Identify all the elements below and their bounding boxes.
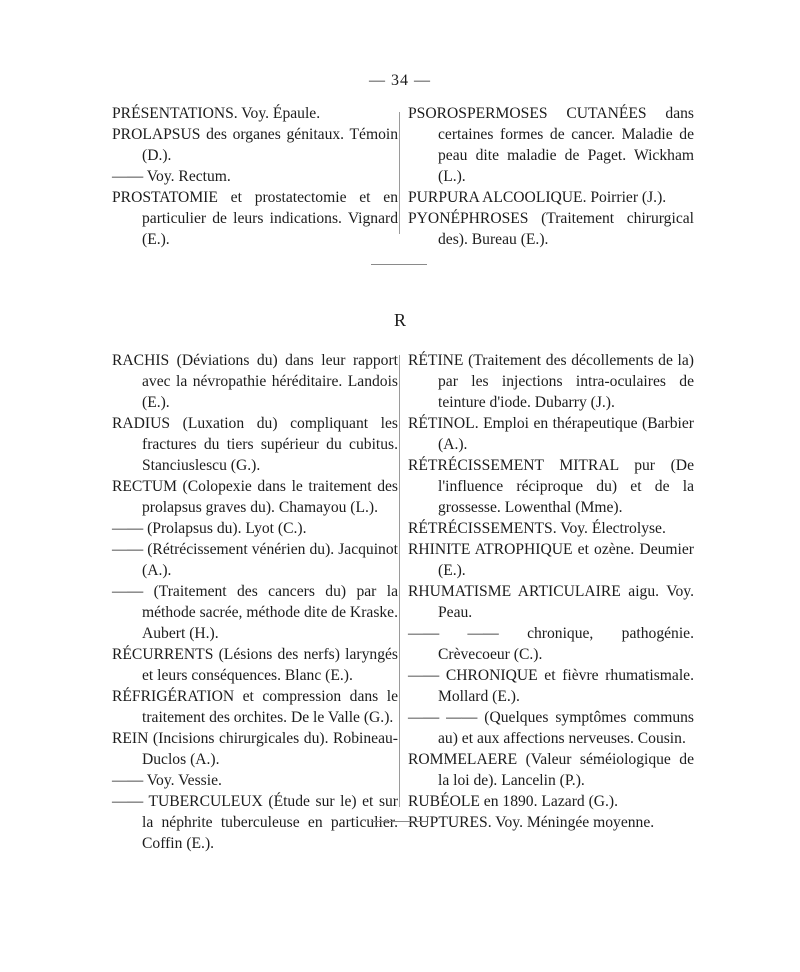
index-entry: PURPURA ALCOOLIQUE. Poirrier (J.).: [408, 189, 667, 206]
index-entry: RÉTINE (Traitement des décollements de la) par les injections intra-oculaires de teinture d'iode. Dubarry (J.).: [408, 352, 694, 411]
index-entry: RECTUM (Colopexie dans le traitement des prolapsus graves du). Chamayou (L.).: [112, 478, 398, 516]
index-entry: RACHIS (Déviations du) dans leur rapport avec la névropathie héréditaire. Landois (E.).: [112, 352, 398, 411]
index-entry: —— (Rétrécissement vénérien du). Jacquinot (A.).: [112, 541, 398, 579]
section-letter: R: [393, 310, 406, 330]
page-number: — 34 —: [369, 72, 431, 89]
index-entry: —— (Prolapsus du). Lyot (C.).: [112, 520, 307, 537]
main-section: [112, 350, 694, 854]
index-entry: RÉTRÉCISSEMENTS. Voy. Électrolyse.: [408, 520, 666, 537]
index-entry: RUBÉOLE en 1890. Lazard (G.).: [408, 793, 619, 810]
index-entry: RÉTINOL. Emploi en thérapeutique (Barbier (A.).: [408, 415, 694, 453]
index-entry: PSOROSPERMOSES CUTANÉES dans certaines formes de cancer. Maladie de peau dite maladie de Paget. Wickham (L.).: [408, 105, 694, 185]
index-entry: RHUMATISME ARTICULAIRE aigu. Voy. Peau.: [408, 583, 694, 621]
index-entry: REIN (Incisions chirurgicales du). Robineau-Duclos (A.).: [112, 730, 398, 768]
index-entry: RHINITE ATROPHIQUE et ozène. Deumier (E.).: [408, 541, 694, 579]
section-separator: [371, 264, 427, 265]
index-entry: PYONÉPHROSES (Traitement chirurgical des). Bureau (E.).: [408, 210, 694, 248]
index-entry: RÉCURRENTS (Lésions des nerfs) laryngés et leurs conséquences. Blanc (E.).: [112, 646, 398, 684]
index-entry: —— (Traitement des cancers du) par la méthode sacrée, méthode dite de Kraske. Aubert (H.).: [112, 583, 398, 642]
bottom-separator: [371, 821, 427, 822]
index-entry: RÉTRÉCISSEMENT MITRAL pur (De l'influence réciproque du) et de la grossesse. Lowenthal (Mme).: [408, 457, 694, 516]
index-entry: —— —— (Quelques symptômes communs au) et aux affections nerveuses. Cousin.: [408, 709, 694, 747]
index-entry: RÉFRIGÉRATION et compression dans le traitement des orchites. De le Valle (G.).: [112, 688, 398, 726]
index-entry: —— CHRONIQUE et fièvre rhumatismale. Mollard (E.).: [408, 667, 694, 705]
index-entry: —— TUBERCULEUX (Étude sur le) et sur la néphrite tuberculeuse en particulier. Coffin (E.).: [112, 793, 398, 852]
index-entry: —— Voy. Rectum.: [112, 168, 231, 185]
top-right-column: [408, 103, 694, 250]
main-left-column: [112, 350, 398, 854]
index-entry: PRÉSENTATIONS. Voy. Épaule.: [112, 105, 321, 122]
index-entry: —— Voy. Vessie.: [112, 772, 222, 789]
main-right-column: [408, 350, 694, 854]
top-left-column: [112, 103, 398, 250]
index-entry: RUPTURES. Voy. Méningée moyenne.: [408, 814, 655, 831]
index-entry: RADIUS (Luxation du) compliquant les fractures du tiers supérieur du cubitus. Stanciuslescu (G.).: [112, 415, 398, 474]
index-entry: —— —— chronique, pathogénie. Crèvecoeur (C.).: [408, 625, 694, 663]
index-entry: PROLAPSUS des organes génitaux. Témoin (D.).: [112, 126, 398, 164]
index-entry: PROSTATOMIE et prostatectomie et en particulier de leurs indications. Vignard (E.).: [112, 189, 398, 248]
top-section: [112, 103, 694, 250]
index-entry: ROMMELAERE (Valeur séméiologique de la loi de). Lancelin (P.).: [408, 751, 694, 789]
